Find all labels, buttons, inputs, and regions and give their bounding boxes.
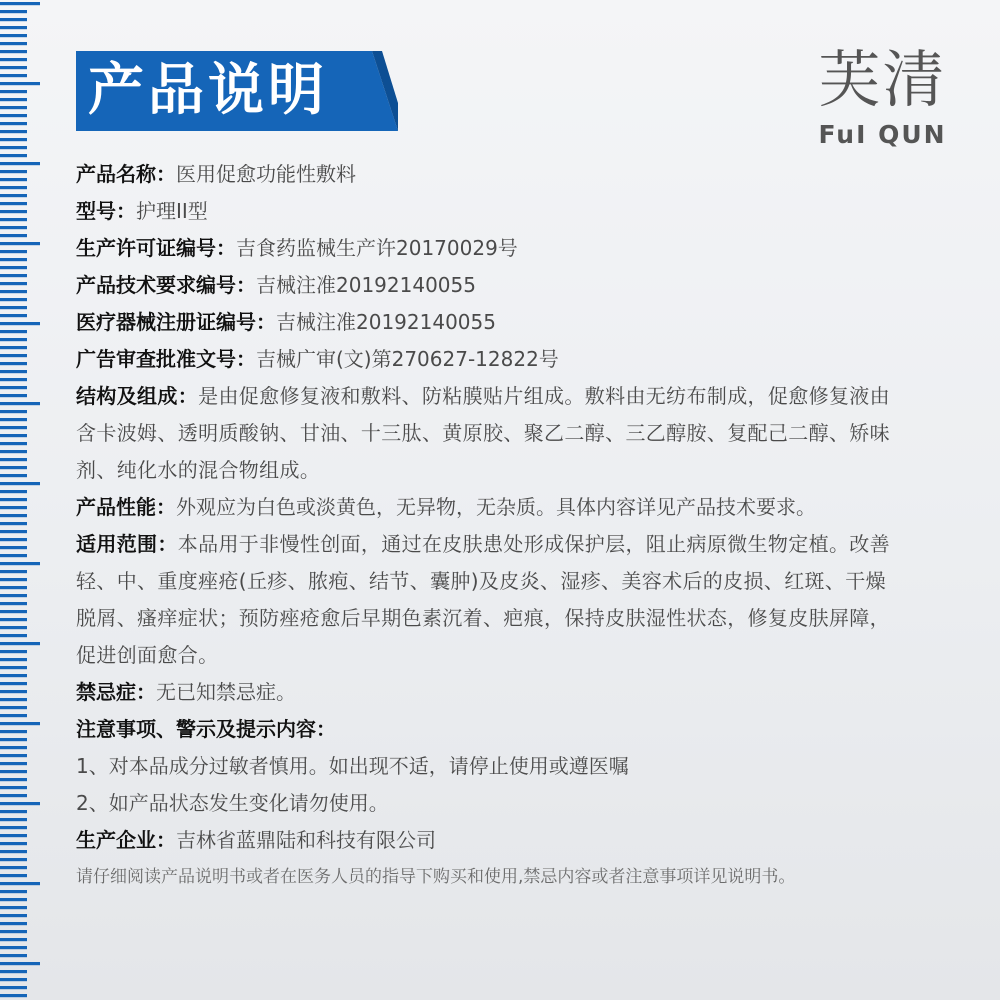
- ruler-tick: [0, 426, 27, 429]
- ruler-tick: [0, 306, 27, 309]
- ruler-tick: [0, 674, 27, 677]
- structure-line: 剂、纯化水的混合物组成。: [76, 458, 321, 482]
- registration-value: 吉械注准20192140055: [276, 310, 496, 334]
- ruler-tick: [0, 90, 27, 93]
- ruler-tick: [0, 210, 27, 213]
- ruler-tick: [0, 482, 40, 485]
- ruler-tick: [0, 394, 27, 397]
- scope-line: [76, 526, 986, 563]
- ruler-tick: [0, 418, 27, 421]
- structure-label: 结构及组成：: [76, 384, 199, 408]
- ruler-tick: [0, 442, 27, 445]
- ad-approval-row: [76, 341, 986, 378]
- ruler-tick: [0, 58, 27, 61]
- ruler-tick: [0, 882, 40, 885]
- ruler-tick: [0, 578, 27, 581]
- ruler-tick: [0, 570, 27, 573]
- ruler-tick: [0, 298, 27, 301]
- ruler-tick: [0, 930, 27, 933]
- ruler-tick: [0, 994, 27, 997]
- model-row: [76, 193, 986, 230]
- ruler-tick: [0, 522, 27, 525]
- ruler-tick: [0, 162, 40, 165]
- manufacturer-row: [76, 822, 986, 859]
- ruler-decoration: [0, 0, 60, 1000]
- ruler-tick: [0, 546, 27, 549]
- ruler-tick: [0, 898, 27, 901]
- ruler-tick: [0, 42, 27, 45]
- ruler-tick: [0, 178, 27, 181]
- ruler-tick: [0, 874, 27, 877]
- ruler-tick: [0, 842, 27, 845]
- scope-text: 本品用于非慢性创面，通过在皮肤患处形成保护层，阻止病原微生物定植。改善: [177, 532, 890, 556]
- ruler-tick: [0, 666, 27, 669]
- ruler-tick: [0, 322, 40, 325]
- ruler-tick: [0, 466, 27, 469]
- tech-requirement-label: 产品技术要求编号：: [76, 273, 256, 297]
- model-label: 型号：: [76, 199, 136, 223]
- ruler-tick: [0, 226, 27, 229]
- ruler-tick: [0, 34, 27, 37]
- ruler-tick: [0, 106, 27, 109]
- ruler-tick: [0, 890, 27, 893]
- manufacturer-value: 吉林省蓝鼎陆和科技有限公司: [176, 828, 436, 852]
- ad-approval-label: 广告审查批准文号：: [76, 347, 256, 371]
- ruler-tick: [0, 658, 27, 661]
- ruler-tick: [0, 834, 27, 837]
- ruler-tick: [0, 906, 27, 909]
- tech-requirement-row: [76, 267, 986, 304]
- ruler-tick: [0, 682, 27, 685]
- ruler-tick: [0, 242, 40, 245]
- contraindication-label: 禁忌症：: [76, 680, 156, 704]
- ruler-tick: [0, 282, 27, 285]
- ruler-tick: [0, 730, 27, 733]
- ruler-tick: [0, 778, 27, 781]
- contraindication-value: 无已知禁忌症。: [156, 680, 296, 704]
- ruler-tick: [0, 586, 27, 589]
- ruler-tick: [0, 986, 27, 989]
- ruler-tick: [0, 954, 27, 957]
- ruler-tick: [0, 746, 27, 749]
- ruler-tick: [0, 794, 27, 797]
- ruler-tick: [0, 346, 27, 349]
- product-name-row: [76, 156, 986, 193]
- ruler-tick: [0, 490, 27, 493]
- ruler-tick: [0, 946, 27, 949]
- contraindication-row: [76, 674, 986, 711]
- structure-line: 含卡波姆、透明质酸钠、甘油、十三肽、黄原胶、聚乙二醇、三乙醇胺、复配己二醇、矫味: [76, 421, 890, 445]
- ruler-tick: [0, 650, 27, 653]
- ruler-tick: [0, 706, 27, 709]
- brand-name-en: FuI QUN: [818, 120, 947, 149]
- ruler-tick: [0, 114, 27, 117]
- product-name-value: 医用促愈功能性敷料: [176, 162, 356, 186]
- ruler-tick: [0, 970, 27, 973]
- precautions-heading-row: [76, 711, 986, 748]
- ruler-tick: [0, 10, 27, 13]
- ruler-tick: [0, 362, 27, 365]
- ruler-tick: [0, 530, 27, 533]
- ruler-tick: [0, 498, 27, 501]
- registration-label: 医疗器械注册证编号：: [76, 310, 276, 334]
- model-value: 护理II型: [136, 199, 208, 223]
- ruler-tick: [0, 354, 27, 357]
- ruler-tick: [0, 738, 27, 741]
- ruler-tick: [0, 562, 40, 565]
- ruler-tick: [0, 314, 27, 317]
- ruler-tick: [0, 818, 27, 821]
- tech-requirement-value: 吉械注准20192140055: [256, 273, 476, 297]
- ruler-tick: [0, 826, 27, 829]
- ruler-tick: [0, 154, 27, 157]
- ruler-tick: [0, 386, 27, 389]
- ruler-tick: [0, 82, 40, 85]
- ruler-tick: [0, 370, 27, 373]
- ruler-tick: [0, 914, 27, 917]
- ruler-tick: [0, 850, 27, 853]
- ruler-tick: [0, 146, 27, 149]
- ruler-tick: [0, 714, 27, 717]
- ruler-tick: [0, 642, 40, 645]
- scope-line: 轻、中、重度痤疮(丘疹、脓疱、结节、囊肿)及皮炎、湿疹、美容术后的皮损、红斑、干燥: [76, 569, 886, 593]
- ruler-tick: [0, 402, 40, 405]
- ruler-tick: [0, 66, 27, 69]
- ruler-tick: [0, 250, 27, 253]
- ruler-tick: [0, 450, 27, 453]
- ruler-tick: [0, 506, 27, 509]
- ruler-tick: [0, 770, 27, 773]
- ruler-tick: [0, 690, 27, 693]
- ruler-tick: [0, 594, 27, 597]
- ruler-tick: [0, 458, 27, 461]
- manufacturer-label: 生产企业：: [76, 828, 176, 852]
- ruler-tick: [0, 866, 27, 869]
- ruler-tick: [0, 258, 27, 261]
- ruler-tick: [0, 610, 27, 613]
- ruler-tick: [0, 74, 27, 77]
- ruler-tick: [0, 810, 27, 813]
- production-license-label: 生产许可证编号：: [76, 236, 236, 260]
- ruler-tick: [0, 634, 27, 637]
- performance-label: 产品性能：: [76, 495, 176, 519]
- ruler-tick: [0, 26, 27, 29]
- brand-name-cn: 芙清: [818, 43, 947, 116]
- precaution-item: 2、如产品状态发生变化请勿使用。: [76, 791, 389, 815]
- precautions-label: 注意事项、警示及提示内容：: [76, 717, 336, 741]
- ruler-tick: [0, 858, 27, 861]
- scope-label: 适用范围：: [76, 532, 178, 556]
- performance-value: 外观应为白色或淡黄色，无异物，无杂质。具体内容详见产品技术要求。: [176, 495, 816, 519]
- brand-logo: [800, 44, 965, 150]
- ruler-tick: [0, 194, 27, 197]
- registration-row: [76, 304, 986, 341]
- ruler-tick: [0, 698, 27, 701]
- ruler-tick: [0, 722, 40, 725]
- ruler-tick: [0, 938, 27, 941]
- scope-line: 促进创面愈合。: [76, 643, 219, 667]
- ruler-tick: [0, 202, 27, 205]
- ruler-tick: [0, 378, 27, 381]
- ruler-tick: [0, 122, 27, 125]
- ruler-tick: [0, 2, 40, 5]
- production-license-row: [76, 230, 986, 267]
- ruler-tick: [0, 802, 40, 805]
- ruler-tick: [0, 138, 27, 141]
- ruler-tick: [0, 626, 27, 629]
- performance-row: [76, 489, 986, 526]
- ruler-tick: [0, 50, 27, 53]
- structure-section: [76, 378, 986, 489]
- ruler-tick: [0, 754, 27, 757]
- ruler-tick: [0, 130, 27, 133]
- ruler-tick: [0, 514, 27, 517]
- title-banner: [76, 51, 398, 131]
- product-name-label: 产品名称：: [76, 162, 176, 186]
- precaution-item: 1、对本品成分过敏者慎用。如出现不适，请停止使用或遵医嘱: [76, 754, 629, 778]
- ruler-tick: [0, 234, 27, 237]
- structure-line: [76, 378, 986, 415]
- ruler-tick: [0, 170, 27, 173]
- ruler-tick: [0, 338, 27, 341]
- structure-text: 是由促愈修复液和敷料、防粘膜贴片组成。敷料由无纺布制成，促愈修复液由: [198, 384, 891, 408]
- ruler-tick: [0, 786, 27, 789]
- ruler-tick: [0, 922, 27, 925]
- ruler-tick: [0, 330, 27, 333]
- ruler-tick: [0, 602, 27, 605]
- page-title: 产品说明: [88, 58, 328, 123]
- ruler-tick: [0, 618, 27, 621]
- ruler-tick: [0, 762, 27, 765]
- product-info: [76, 156, 986, 896]
- ad-approval-value: 吉械广审(文)第270627-12822号: [256, 347, 559, 371]
- ruler-tick: [0, 978, 27, 981]
- production-license-value: 吉食药监械生产许20170029号: [236, 236, 518, 260]
- ruler-tick: [0, 186, 27, 189]
- ruler-tick: [0, 962, 40, 965]
- scope-line: 脱屑、瘙痒症状；预防痤疮愈后早期色素沉着、疤痕，保持皮肤湿性状态，修复皮肤屏障，: [76, 606, 890, 630]
- ruler-tick: [0, 554, 27, 557]
- scope-section: [76, 526, 986, 674]
- footnote: 请仔细阅读产品说明书或者在医务人员的指导下购买和使用,禁忌内容或者注意事项详见说明书。: [76, 867, 796, 887]
- ruler-tick: [0, 434, 27, 437]
- ruler-tick: [0, 474, 27, 477]
- ruler-tick: [0, 290, 27, 293]
- ruler-tick: [0, 538, 27, 541]
- ruler-tick: [0, 274, 27, 277]
- ruler-tick: [0, 410, 27, 413]
- ruler-tick: [0, 98, 27, 101]
- ruler-tick: [0, 266, 27, 269]
- ruler-tick: [0, 218, 27, 221]
- ruler-tick: [0, 18, 27, 21]
